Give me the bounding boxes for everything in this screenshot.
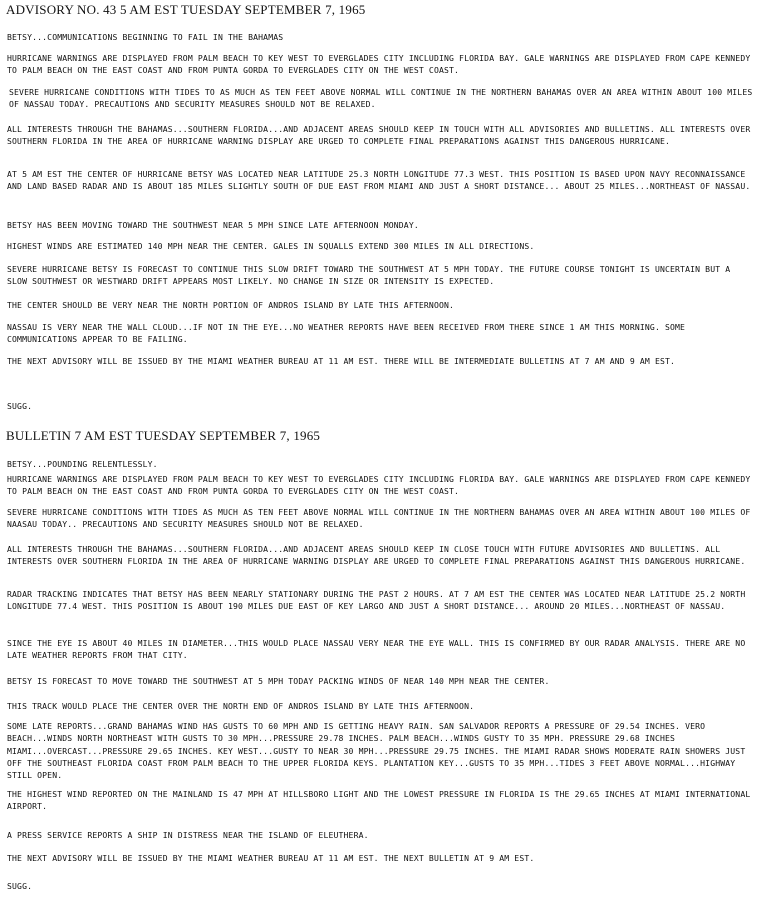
bulletin-paragraph: THE HIGHEST WIND REPORTED ON THE MAINLAND IS 47 MPH AT HILLSBORO LIGHT AND THE LOWEST PRESSURE IN FLORIDA IS THE 29.65 INCHES AT MIAMI INTERNATIONAL AIRPORT. [7, 789, 751, 812]
advisory-paragraph: AT 5 AM EST THE CENTER OF HURRICANE BETSY WAS LOCATED NEAR LATITUDE 25.3 NORTH LONGITUDE 77.3 WEST. THIS POSITION IS BASED UPON NAVY RECONNAISSANCE AND LAND BASED RADAR AND IS ABOUT 185 MILES SLIGHTLY SOUTH OF DUE EAST FROM MIAMI AND JUST A SHORT DISTANCE... ABOUT 25 MILES...NORTHEAST OF NASSAU. [7, 169, 751, 192]
bulletin-paragraph: BETSY...POUNDING RELENTLESSLY. [7, 459, 158, 469]
bulletin-paragraph: SINCE THE EYE IS ABOUT 40 MILES IN DIAMETER...THIS WOULD PLACE NASSAU VERY NEAR THE EYE WALL. THIS IS CONFIRMED BY OUR RADAR ANALYSIS. THERE ARE NO LATE WEATHER REPORTS FROM THAT CITY. [7, 638, 746, 661]
advisory-heading: ADVISORY NO. 43 5 AM EST TUESDAY SEPTEMBER 7, 1965 [6, 2, 366, 17]
advisory-paragraph: HIGHEST WINDS ARE ESTIMATED 140 MPH NEAR THE CENTER. GALES IN SQUALLS EXTEND 300 MILES IN ALL DIRECTIONS. [7, 241, 535, 251]
advisory-paragraph: SEVERE HURRICANE BETSY IS FORECAST TO CONTINUE THIS SLOW DRIFT TOWARD THE SOUTHWEST AT 5 MPH TODAY. THE FUTURE COURSE TONIGHT IS UNCERTAIN BUT A SLOW SOUTHWEST OR WESTWARD DRIFT APPEARS MOST LIKELY. NO CHANGE IN SIZE OR INTENSITY IS EXPECTED. [7, 264, 731, 287]
bulletin-paragraph: THIS TRACK WOULD PLACE THE CENTER OVER THE NORTH END OF ANDROS ISLAND BY LATE THIS AFTERNOON. [7, 701, 475, 711]
bulletin-heading: BULLETIN 7 AM EST TUESDAY SEPTEMBER 7, 1965 [6, 428, 321, 443]
bulletin-paragraph: A PRESS SERVICE REPORTS A SHIP IN DISTRESS NEAR THE ISLAND OF ELEUTHERA. [7, 830, 369, 840]
advisory-paragraph: NASSAU IS VERY NEAR THE WALL CLOUD...IF NOT IN THE EYE...NO WEATHER REPORTS HAVE BEEN RECEIVED FROM THERE SINCE 1 AM THIS MORNING. SOME COMMUNICATIONS APPEAR TO BE FAILING. [7, 322, 686, 345]
bulletin-paragraph: HURRICANE WARNINGS ARE DISPLAYED FROM PALM BEACH TO KEY WEST TO EVERGLADES CITY INCLUDING FLORIDA BAY. GALE WARNINGS ARE DISPLAYED FROM CAPE KENNEDY TO PALM BEACH ON THE EAST COAST AND FROM PUNTA GORDA TO EVERGLADES CITY ON THE WEST COAST. [7, 474, 751, 497]
advisory-paragraph: BETSY HAS BEEN MOVING TOWARD THE SOUTHWEST NEAR 5 MPH SINCE LATE AFTERNOON MONDAY. [7, 220, 419, 230]
advisory-paragraph: HURRICANE WARNINGS ARE DISPLAYED FROM PALM BEACH TO KEY WEST TO EVERGLADES CITY INCLUDING FLORIDA BAY. GALE WARNINGS ARE DISPLAYED FROM CAPE KENNEDY TO PALM BEACH ON THE EAST COAST AND FROM PUNTA GORDA TO EVERGLADES CITY ON THE WEST COAST. [7, 53, 751, 76]
bulletin-paragraph: BETSY IS FORECAST TO MOVE TOWARD THE SOUTHWEST AT 5 MPH TODAY PACKING WINDS OF NEAR 140 MPH NEAR THE CENTER. [7, 676, 550, 686]
advisory-paragraph: BETSY...COMMUNICATIONS BEGINNING TO FAIL IN THE BAHAMAS [7, 32, 284, 42]
bulletin-paragraph: RADAR TRACKING INDICATES THAT BETSY HAS BEEN NEARLY STATIONARY DURING THE PAST 2 HOURS. AT 7 AM EST THE CENTER WAS LOCATED NEAR LATITUDE 25.2 NORTH LONGITUDE 77.4 WEST. THIS POSITION IS ABOUT 190 MILES DUE EAST OF KEY LARGO AND JUST A SHORT DISTANCE... AROUND 20 MILES...NORTHEAST OF NASSAU. [7, 589, 746, 612]
bulletin-paragraph: SEVERE HURRICANE CONDITIONS WITH TIDES AS MUCH AS TEN FEET ABOVE NORMAL WILL CONTINUE IN THE NORTHERN BAHAMAS OVER AN AREA WITHIN ABOUT 100 MILES OF NAASAU TODAY.. PRECAUTIONS AND SECURITY MEASURES SHOULD NOT BE RELAXED. [7, 507, 751, 530]
bulletin-paragraph: SOME LATE REPORTS...GRAND BAHAMAS WIND HAS GUSTS TO 60 MPH AND IS GETTING HEAVY RAIN. SAN SALVADOR REPORTS A PRESSURE OF 29.54 INCHES. VERO BEACH...WINDS NORTH NORTHEAST WITH GUSTS TO 30 MPH...PRESSURE 29.78 INCHES. PALM BEACH...WINDS GUSTY TO 35 MPH. PRESSURE 29.68 INCHES MIAMI...OVERCAST...PRESSURE 29.65 INCHES. KEY WEST...GUSTY TO NEAR 30 MPH...PRESSURE 29.75 INCHES. THE MIAMI RADAR SHOWS MODERATE RAIN SHOWERS JUST OFF THE SOUTHEAST FLORIDA COAST FROM PALM BEACH TO THE UPPER FLORIDA KEYS. PLANTATION KEY...GUSTS TO 35 MPH...TIDES 3 FEET ABOVE NORMAL...HIGHWAY STILL OPEN. [7, 721, 746, 781]
bulletin-paragraph: ALL INTERESTS THROUGH THE BAHAMAS...SOUTHERN FLORIDA...AND ADJACENT AREAS SHOULD KEEP IN CLOSE TOUCH WITH FUTURE ADVISORIES AND BULLETINS. ALL INTERESTS OVER SOUTHERN FLORIDA IN THE AREA OF HURRICANE WARNING DISPLAY ARE URGED TO COMPLETE FINAL PREPARATIONS AGAINST THIS DANGEROUS HURRICANE. [7, 544, 746, 567]
bulletin-signature: SUGG. [7, 881, 33, 891]
advisory-paragraph: THE CENTER SHOULD BE VERY NEAR THE NORTH PORTION OF ANDROS ISLAND BY LATE THIS AFTERNOON. [7, 300, 455, 310]
advisory-paragraph: ALL INTERESTS THROUGH THE BAHAMAS...SOUTHERN FLORIDA...AND ADJACENT AREAS SHOULD KEEP IN TOUCH WITH ALL ADVISORIES AND BULLETINS. ALL INTERESTS OVER SOUTHERN FLORIDA IN THE AREA OF HURRICANE WARNING DISPLAY ARE URGED TO COMPLETE FINAL PREPARATIONS AGAINST THIS DANGEROUS HURRICANE. [7, 124, 751, 147]
advisory-paragraph: SEVERE HURRICANE CONDITIONS WITH TIDES TO AS MUCH AS TEN FEET ABOVE NORMAL WILL CONTINUE IN THE NORTHERN BAHAMAS OVER AN AREA WITHIN ABOUT 100 MILES OF NASSAU TODAY. PRECAUTIONS AND SECURITY MEASURES SHOULD NOT BE RELAXED. [9, 87, 753, 110]
bulletin-paragraph: THE NEXT ADVISORY WILL BE ISSUED BY THE MIAMI WEATHER BUREAU AT 11 AM EST. THE NEXT BULLETIN AT 9 AM EST. [7, 853, 535, 863]
advisory-paragraph: THE NEXT ADVISORY WILL BE ISSUED BY THE MIAMI WEATHER BUREAU AT 11 AM EST. THERE WILL BE INTERMEDIATE BULLETINS AT 7 AM AND 9 AM EST. [7, 356, 676, 366]
advisory-signature: SUGG. [7, 401, 33, 411]
